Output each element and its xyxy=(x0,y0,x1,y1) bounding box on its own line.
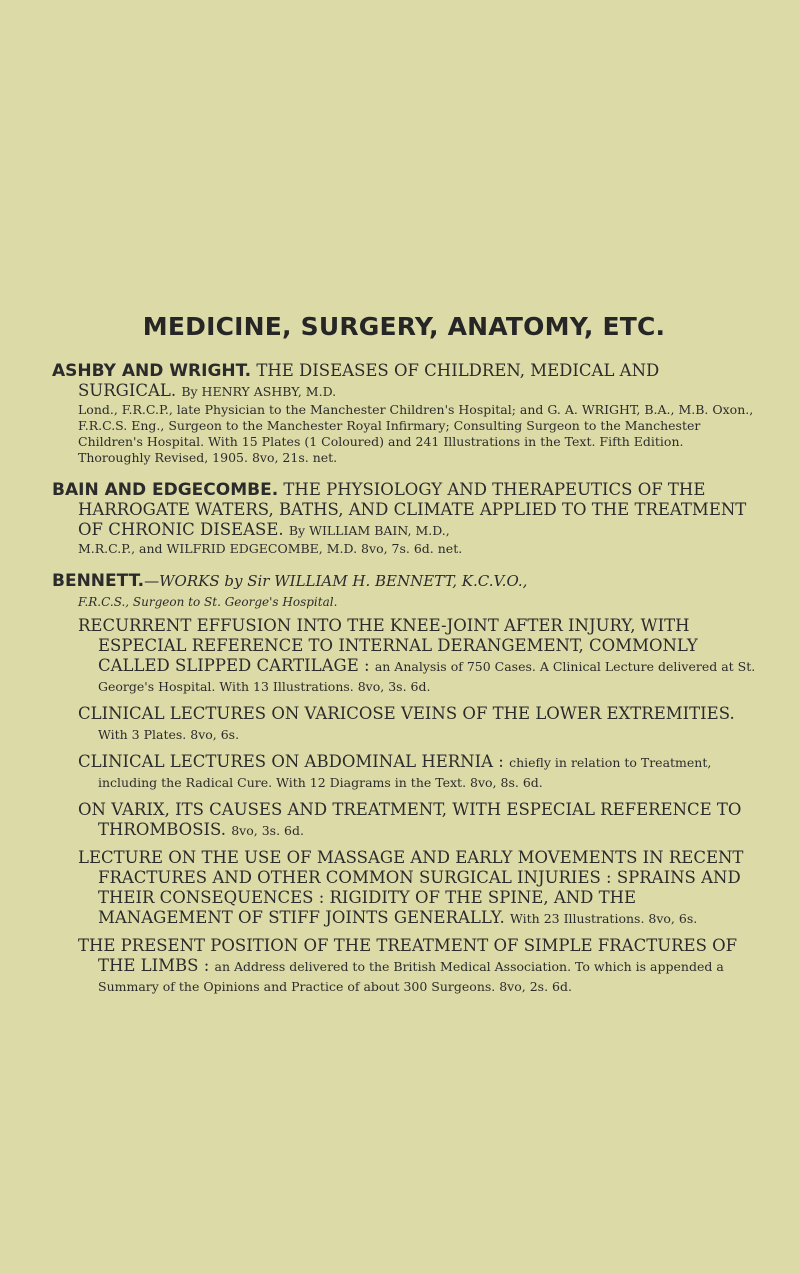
list-item xyxy=(78,800,756,840)
work-title: THE PRESENT POSITION OF THE TREATMENT OF SIMPLE FRACTURES OF THE LIMBS : xyxy=(78,936,738,975)
work-description: an Analysis of 750 Cases. A Clinical Lecture delivered at St. George's Hospital. With 13 Illustrations. 8vo, 3s. 6d. xyxy=(98,659,756,694)
catalogue-entry-bain-edgecombe xyxy=(52,480,756,557)
work-description: With 23 Illustrations. 8vo, 6s. xyxy=(510,911,698,926)
section-heading: MEDICINE, SURGERY, ANATOMY, ETC. xyxy=(142,312,666,341)
work-description: With 3 Plates. 8vo, 6s. xyxy=(98,727,240,742)
catalogue-entry-bennett xyxy=(52,571,756,996)
entry-byline: By WILLIAM BAIN, M.D., xyxy=(288,523,450,538)
entry-authors: BENNETT. xyxy=(52,571,145,591)
work-title: CLINICAL LECTURES ON ABDOMINAL HERNIA : xyxy=(78,752,504,771)
entry-title: THE DISEASES OF CHILDREN, MEDICAL AND SURGICAL. xyxy=(78,361,660,400)
works-list xyxy=(52,616,756,996)
work-title: ON VARIX, ITS CAUSES AND TREATMENT, WITH ESPECIAL REFERENCE TO THROMBOSIS. xyxy=(78,800,742,839)
bennett-heading xyxy=(52,571,756,612)
entry-authors: ASHBY AND WRIGHT. xyxy=(52,361,252,381)
work-title: RECURRENT EFFUSION INTO THE KNEE-JOINT AFTER INJURY, WITH ESPECIAL REFERENCE TO INTERNAL DERANGEMENT, COMMONLY CALLED SLIPPED CARTILAGE : xyxy=(78,616,698,675)
entry-description: M.R.C.P., and WILFRID EDGECOMBE, M.D. 8vo, 7s. 6d. net. xyxy=(78,541,463,556)
author-affiliation: F.R.C.S., Surgeon to St. George's Hospital. xyxy=(78,595,338,609)
list-item xyxy=(78,936,756,996)
list-item xyxy=(78,848,756,928)
entry-title: THE PHYSIOLOGY AND THERAPEUTICS OF THE HARROGATE WATERS, BATHS, AND CLIMATE APPLIED TO THE TREATMENT OF CHRONIC DISEASE. xyxy=(78,480,747,539)
list-item xyxy=(78,752,756,792)
work-title: LECTURE ON THE USE OF MASSAGE AND EARLY MOVEMENTS IN RECENT FRACTURES AND OTHER COMMON SURGICAL INJURIES : SPRAINS AND THEIR CONSEQUENCES : RIGIDITY OF THE SPINE, AND THE MANAGEMENT OF STIFF JOINTS GENERALLY. xyxy=(78,848,744,927)
list-item xyxy=(78,616,756,696)
work-description: 8vo, 3s. 6d. xyxy=(231,823,304,838)
work-description: an Address delivered to the British Medical Association. To which is appended a Summary of the Opinions and Practice of about 300 Surgeons. 8vo, 2s. 6d. xyxy=(98,959,724,994)
entry-description: Lond., F.R.C.P., late Physician to the Manchester Children's Hospital; and G. A. WRIGHT, B.A., M.B. Oxon., F.R.C.S. Eng., Surgeon to the Manchester Royal Infirmary; Consulting Surgeon to the Manchester Children's Hospital. With 15 Plates (1 Coloured) and 241 Illustrations in the Text. Fifth Edition. Thoroughly Revised, 1905. 8vo, 21s. net. xyxy=(78,402,754,465)
work-description: chiefly in relation to Treatment, including the Radical Cure. With 12 Diagrams in the Text. 8vo, 8s. 6d. xyxy=(98,755,712,790)
catalogue-entry-ashby-wright xyxy=(52,361,756,466)
entry-lead xyxy=(52,480,756,541)
entry-lead xyxy=(52,361,756,402)
works-by-label: —WORKS by Sir WILLIAM H. BENNETT, K.C.V.O., xyxy=(144,572,528,590)
entry-authors: BAIN AND EDGECOMBE. xyxy=(52,480,279,500)
entry-byline: By HENRY ASHBY, M.D. xyxy=(181,384,337,399)
list-item xyxy=(78,704,756,744)
work-title: CLINICAL LECTURES ON VARICOSE VEINS OF THE LOWER EXTREMITIES. xyxy=(78,704,735,723)
